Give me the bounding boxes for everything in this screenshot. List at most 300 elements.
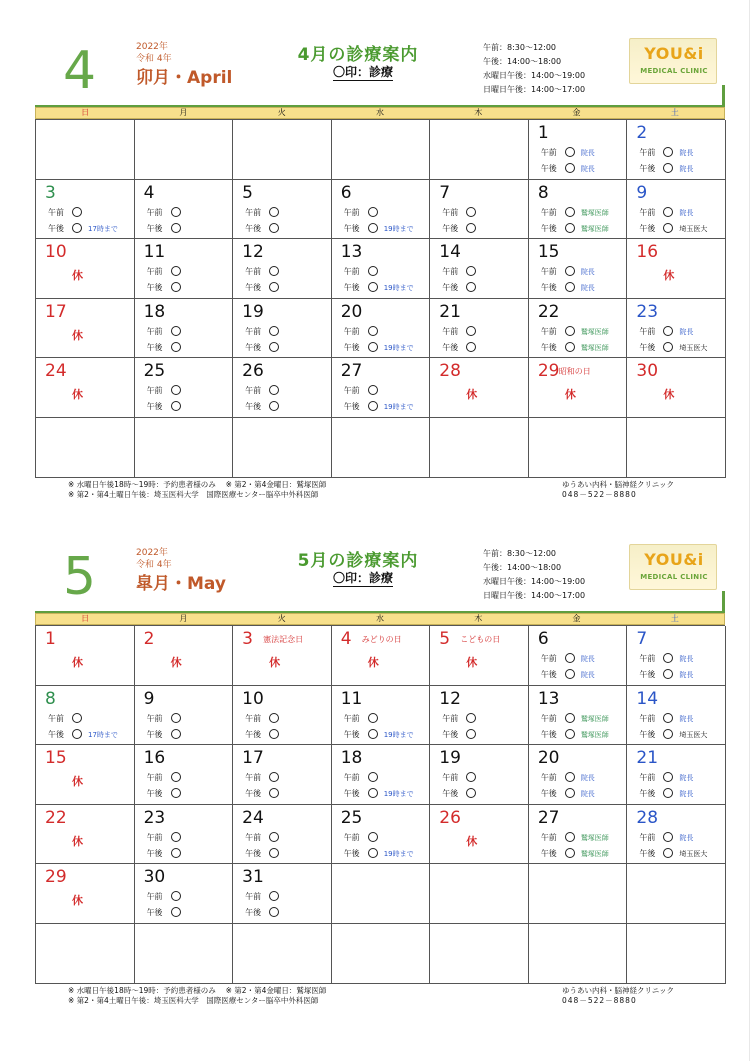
morning-session <box>639 772 693 783</box>
session-note: 埼玉医大 <box>679 730 708 739</box>
morning-session <box>639 713 693 724</box>
hours-line: 午後：14:00～18:00 <box>483 563 562 572</box>
session-label: 午前 <box>639 832 656 842</box>
day-number: 25 <box>340 807 363 828</box>
hours-line: 午後：14:00～18:00 <box>483 57 562 66</box>
calendar-grid <box>35 119 725 478</box>
open-circle-icon <box>269 401 279 411</box>
legend-subtitle: 〇印：診療 <box>333 571 394 585</box>
open-circle-icon <box>663 788 673 798</box>
morning-session <box>147 385 181 396</box>
calendar-cell <box>135 864 234 924</box>
calendar-cell-empty <box>529 864 628 924</box>
session-label: 午後 <box>245 283 262 293</box>
calendar-cell-empty <box>233 120 332 180</box>
session-label: 午前 <box>540 832 557 842</box>
hours-line: 水曜日午後：14:00～19:00 <box>483 71 586 80</box>
day-number: 22 <box>537 301 560 322</box>
closed-label: 休 <box>72 328 83 342</box>
session-label: 午前 <box>639 207 656 217</box>
open-circle-icon <box>663 729 673 739</box>
morning-session <box>639 207 693 218</box>
afternoon-session <box>147 729 181 740</box>
session-label: 午後 <box>639 342 656 352</box>
weekday-thu: 木 <box>474 614 483 623</box>
calendar-cell <box>627 745 726 805</box>
session-label: 午後 <box>639 670 656 679</box>
calendar-cell-empty <box>430 864 529 924</box>
open-circle-icon <box>368 401 378 411</box>
session-label: 午前 <box>540 148 557 157</box>
calendar-cell <box>135 686 234 746</box>
day-number: 5 <box>242 182 253 203</box>
weekday-header <box>35 107 725 119</box>
holiday-name: 昭和の日 <box>558 367 591 377</box>
session-label: 午後 <box>343 223 360 233</box>
session-note: 17時まで <box>88 224 118 233</box>
day-number: 18 <box>143 301 166 322</box>
session-note: 19時まで <box>383 790 414 799</box>
calendar-may <box>35 541 725 1010</box>
open-circle-icon <box>269 223 279 233</box>
session-note: 院長 <box>679 714 694 723</box>
calendar-cell <box>135 358 234 418</box>
morning-session <box>541 207 609 218</box>
session-label: 午後 <box>442 223 459 233</box>
open-circle-icon <box>565 788 575 798</box>
weekday-tue: 火 <box>277 614 286 623</box>
calendar-cell <box>627 626 726 686</box>
day-number: 5 <box>439 629 451 649</box>
open-circle-icon <box>368 729 378 739</box>
session-label: 午後 <box>442 729 459 739</box>
day-number: 14 <box>439 242 461 263</box>
session-note: 院長 <box>580 790 595 799</box>
morning-session <box>541 772 595 783</box>
day-number: 7 <box>439 182 451 203</box>
open-circle-icon <box>368 207 378 217</box>
calendar-cell <box>430 358 529 418</box>
closed-label: 休 <box>72 269 83 283</box>
open-circle-icon <box>565 729 575 739</box>
footnote: ※ 水曜日午後18時～19時：予約患者様のみ ※ 第2・第4金曜日：鷲塚医師 <box>68 985 327 995</box>
morning-session <box>344 326 378 337</box>
day-number: 15 <box>537 242 560 263</box>
logo-text: YOU&i <box>644 550 704 569</box>
morning-session <box>442 713 476 724</box>
morning-session <box>147 713 181 724</box>
session-label: 午後 <box>639 729 656 739</box>
logo-subtext: MEDICAL CLINIC <box>640 573 708 581</box>
afternoon-session <box>147 282 181 293</box>
open-circle-icon <box>565 207 575 217</box>
afternoon-session <box>48 729 118 740</box>
day-number: 9 <box>143 688 155 709</box>
closed-label: 休 <box>466 656 478 669</box>
open-circle-icon <box>269 266 279 276</box>
calendar-cell-empty <box>332 864 431 924</box>
session-label: 午前 <box>540 773 557 783</box>
session-note: 19時まで <box>383 224 414 233</box>
calendar-cell <box>430 686 529 746</box>
footnote: ※ 第2・第4土曜日午後：埼玉医科大学 国際医療センター脳卒中外科医師 <box>68 489 319 499</box>
afternoon-session <box>541 342 609 353</box>
afternoon-session <box>639 788 693 799</box>
session-note: 院長 <box>580 149 595 157</box>
open-circle-icon <box>72 207 82 217</box>
session-note: 鷲塚医師 <box>580 343 609 352</box>
morning-session <box>541 653 595 664</box>
morning-session <box>541 147 595 158</box>
session-note: 院長 <box>580 671 595 679</box>
open-circle-icon <box>269 326 279 336</box>
session-label: 午前 <box>245 832 262 842</box>
calendar-cell-empty <box>36 418 135 478</box>
afternoon-session <box>442 282 476 293</box>
session-label: 午後 <box>245 908 262 918</box>
calendar-cell-empty <box>135 120 234 180</box>
open-circle-icon <box>171 282 181 292</box>
calendar-cell <box>430 805 529 865</box>
clinic-logo <box>629 38 717 84</box>
session-note: 鷲塚医師 <box>580 730 609 739</box>
logo-text: YOU&i <box>644 44 704 63</box>
calendar-cell <box>36 805 135 865</box>
session-label: 午後 <box>146 223 163 233</box>
clinic-hours <box>483 547 585 603</box>
session-label: 午前 <box>245 267 262 277</box>
morning-session <box>48 207 82 218</box>
day-number: 17 <box>45 301 67 322</box>
day-number: 4 <box>143 182 155 203</box>
clinic-phone: 048－522－8880 <box>562 489 637 499</box>
session-label: 午前 <box>540 326 557 336</box>
footnote: ※ 第2・第4土曜日午後：埼玉医科大学 国際医療センター脳卒中外科医師 <box>68 995 319 1005</box>
day-number: 23 <box>143 807 166 828</box>
weekday-sat: 土 <box>670 108 679 117</box>
session-note: 院長 <box>679 833 694 842</box>
calendar-footer <box>35 984 725 1010</box>
calendar-cell-empty <box>135 924 234 984</box>
day-number: 2 <box>143 629 155 649</box>
day-number: 6 <box>537 629 549 649</box>
calendar-cell-empty <box>233 924 332 984</box>
calendar-cell <box>36 299 135 359</box>
open-circle-icon <box>663 342 673 352</box>
session-note: 19時まで <box>383 403 414 412</box>
afternoon-session <box>541 163 595 174</box>
day-number: 2 <box>636 123 648 143</box>
open-circle-icon <box>269 729 279 739</box>
calendar-cell-empty <box>430 418 529 478</box>
session-label: 午後 <box>442 342 459 352</box>
day-number: 30 <box>143 867 166 888</box>
calendar-cell-empty <box>332 924 431 984</box>
calendar-cell-empty <box>430 120 529 180</box>
day-number: 10 <box>45 242 67 263</box>
afternoon-session <box>245 729 279 740</box>
session-label: 午前 <box>639 654 656 663</box>
morning-session <box>541 266 595 277</box>
closed-label: 休 <box>72 388 83 402</box>
day-number: 20 <box>340 301 363 322</box>
afternoon-session <box>344 848 414 859</box>
calendar-cell-empty <box>529 418 628 478</box>
calendar-cell <box>36 864 135 924</box>
session-note: 埼玉医大 <box>679 849 708 858</box>
calendar-cell <box>332 180 431 240</box>
open-circle-icon <box>72 729 82 739</box>
session-label: 午後 <box>540 848 557 858</box>
day-number: 7 <box>636 629 648 649</box>
session-label: 午後 <box>245 342 262 352</box>
day-number: 3 <box>45 182 56 203</box>
calendar-cell <box>332 626 431 686</box>
open-circle-icon <box>269 907 279 917</box>
session-label: 午後 <box>343 729 360 739</box>
calendar-cell <box>233 626 332 686</box>
calendar-cell <box>36 686 135 746</box>
month-number: 4 <box>63 41 97 101</box>
open-circle-icon <box>368 342 378 352</box>
session-label: 午後 <box>146 402 163 412</box>
afternoon-session <box>48 223 118 234</box>
calendar-cell <box>233 239 332 299</box>
session-note: 院長 <box>679 327 694 336</box>
session-label: 午後 <box>146 789 163 799</box>
morning-session <box>344 266 378 277</box>
calendar-cell <box>233 180 332 240</box>
afternoon-session <box>344 788 414 799</box>
calendar-cell-empty <box>529 924 628 984</box>
session-note: 院長 <box>580 774 595 783</box>
morning-session <box>442 207 476 218</box>
day-number: 16 <box>143 748 166 769</box>
session-label: 午前 <box>639 713 656 723</box>
session-label: 午後 <box>540 670 557 679</box>
open-circle-icon <box>565 326 575 336</box>
session-label: 午後 <box>343 402 360 412</box>
open-circle-icon <box>663 832 673 842</box>
day-number: 30 <box>636 361 659 382</box>
session-label: 午後 <box>48 729 64 739</box>
open-circle-icon <box>368 326 378 336</box>
day-number: 15 <box>45 748 67 769</box>
session-label: 午前 <box>245 326 262 336</box>
calendar-cell <box>135 745 234 805</box>
day-number: 22 <box>45 807 67 828</box>
clinic-name: ゆうあい内科・脳神経クリニック <box>562 479 675 489</box>
session-note: 鷲塚医師 <box>580 224 609 233</box>
session-label: 午後 <box>146 908 163 918</box>
afternoon-session <box>344 729 414 740</box>
open-circle-icon <box>663 223 673 233</box>
day-number: 19 <box>439 748 461 769</box>
calendar-cell <box>627 686 726 746</box>
session-label: 午後 <box>540 342 557 352</box>
day-number: 1 <box>45 629 56 649</box>
session-label: 午後 <box>540 164 557 173</box>
session-note: 鷲塚医師 <box>580 849 609 858</box>
session-label: 午後 <box>639 223 656 233</box>
afternoon-session <box>245 401 279 412</box>
session-label: 午前 <box>639 326 656 336</box>
session-label: 午後 <box>540 729 557 739</box>
day-number: 6 <box>340 182 352 203</box>
day-number: 31 <box>242 867 264 888</box>
morning-session <box>639 326 693 337</box>
closed-label: 休 <box>170 656 182 669</box>
calendar-cell <box>332 805 431 865</box>
day-number: 14 <box>636 688 659 709</box>
morning-session <box>442 266 476 277</box>
open-circle-icon <box>565 669 575 679</box>
session-label: 午前 <box>343 207 360 217</box>
day-number: 16 <box>636 242 659 263</box>
calendar-header <box>35 35 725 107</box>
calendar-cell <box>233 805 332 865</box>
afternoon-session <box>541 848 609 859</box>
open-circle-icon <box>171 788 181 798</box>
era-label: 令和 4年 <box>136 54 172 64</box>
calendar-cell-empty <box>135 418 234 478</box>
calendar-cell <box>233 358 332 418</box>
afternoon-session <box>147 223 181 234</box>
clinic-hours <box>483 41 585 97</box>
session-label: 午後 <box>146 729 163 739</box>
session-label: 午前 <box>146 326 163 336</box>
session-label: 午前 <box>245 892 262 902</box>
session-label: 午後 <box>639 164 656 173</box>
session-label: 午前 <box>146 773 163 783</box>
open-circle-icon <box>269 713 279 723</box>
calendar-cell <box>529 626 628 686</box>
weekday-header <box>35 613 725 625</box>
closed-label: 休 <box>564 388 576 402</box>
open-circle-icon <box>466 342 476 352</box>
open-circle-icon <box>368 266 378 276</box>
calendar-cell-empty <box>332 120 431 180</box>
open-circle-icon <box>466 788 476 798</box>
calendar-cell <box>529 180 628 240</box>
weekday-thu: 木 <box>474 108 483 117</box>
clinic-name: ゆうあい内科・脳神経クリニック <box>562 985 675 995</box>
calendar-cell <box>135 180 234 240</box>
hours-line: 水曜日午後：14:00～19:00 <box>483 577 586 586</box>
session-label: 午前 <box>146 892 163 902</box>
weekday-tue: 火 <box>277 108 286 117</box>
session-note: 院長 <box>679 671 694 679</box>
open-circle-icon <box>171 848 181 858</box>
day-number: 19 <box>242 301 264 322</box>
session-label: 午後 <box>245 729 262 739</box>
session-label: 午後 <box>343 848 360 858</box>
afternoon-session <box>245 342 279 353</box>
year-label: 2022年 <box>136 548 168 558</box>
session-note: 院長 <box>679 165 694 173</box>
session-label: 午前 <box>343 713 360 723</box>
session-label: 午前 <box>343 267 360 277</box>
day-number: 11 <box>143 242 166 263</box>
open-circle-icon <box>663 653 673 663</box>
calendar-cell-empty <box>627 924 726 984</box>
afternoon-session <box>344 223 414 234</box>
calendar-cell <box>332 358 431 418</box>
calendar-cell <box>233 686 332 746</box>
morning-session <box>344 832 378 843</box>
closed-label: 休 <box>466 388 478 402</box>
afternoon-session <box>639 163 693 174</box>
session-label: 午前 <box>442 713 459 723</box>
day-number: 12 <box>439 688 461 709</box>
calendar-cell <box>529 686 628 746</box>
calendar-cell <box>36 626 135 686</box>
day-number: 13 <box>340 242 363 263</box>
legend-subtitle: 〇印：診療 <box>333 65 394 79</box>
open-circle-icon <box>171 907 181 917</box>
session-label: 午後 <box>48 223 64 233</box>
session-label: 午前 <box>540 713 557 723</box>
calendar-header <box>35 541 725 613</box>
header-rule-vertical <box>722 591 725 613</box>
day-number: 27 <box>537 807 560 828</box>
afternoon-session <box>147 848 181 859</box>
afternoon-session <box>442 788 476 799</box>
session-label: 午前 <box>245 386 262 396</box>
open-circle-icon <box>663 772 673 782</box>
calendar-cell <box>627 239 726 299</box>
session-note: 鷲塚医師 <box>580 327 609 336</box>
day-number: 4 <box>340 629 352 649</box>
session-label: 午前 <box>48 207 64 217</box>
open-circle-icon <box>269 282 279 292</box>
afternoon-session <box>541 282 595 293</box>
closed-label: 休 <box>466 834 478 848</box>
open-circle-icon <box>368 788 378 798</box>
session-label: 午前 <box>540 207 557 217</box>
open-circle-icon <box>269 832 279 842</box>
calendar-cell <box>627 805 726 865</box>
morning-session <box>147 207 181 218</box>
calendar-cell <box>135 626 234 686</box>
open-circle-icon <box>171 385 181 395</box>
open-circle-icon <box>269 385 279 395</box>
page-title: 4月の診療案内 <box>297 45 419 65</box>
session-note: 19時まで <box>383 343 414 352</box>
afternoon-session <box>344 342 414 353</box>
weekday-sat: 土 <box>670 614 679 623</box>
day-number: 20 <box>537 748 560 769</box>
year-label: 2022年 <box>136 42 168 52</box>
session-label: 午前 <box>540 654 557 663</box>
morning-session <box>245 207 279 218</box>
holiday-name: みどりの日 <box>361 635 402 644</box>
session-label: 午前 <box>639 148 656 157</box>
session-label: 午前 <box>442 773 459 783</box>
calendar-cell <box>430 299 529 359</box>
day-number: 29 <box>537 361 560 382</box>
morning-session <box>147 326 181 337</box>
calendar-cell <box>529 745 628 805</box>
calendar-cell-empty <box>36 924 135 984</box>
closed-label: 休 <box>72 834 83 848</box>
clinic-phone: 048－522－8880 <box>562 995 637 1005</box>
session-label: 午後 <box>639 848 656 858</box>
afternoon-session <box>639 669 693 680</box>
calendar-cell <box>332 299 431 359</box>
morning-session <box>541 832 609 843</box>
session-label: 午後 <box>540 789 557 799</box>
